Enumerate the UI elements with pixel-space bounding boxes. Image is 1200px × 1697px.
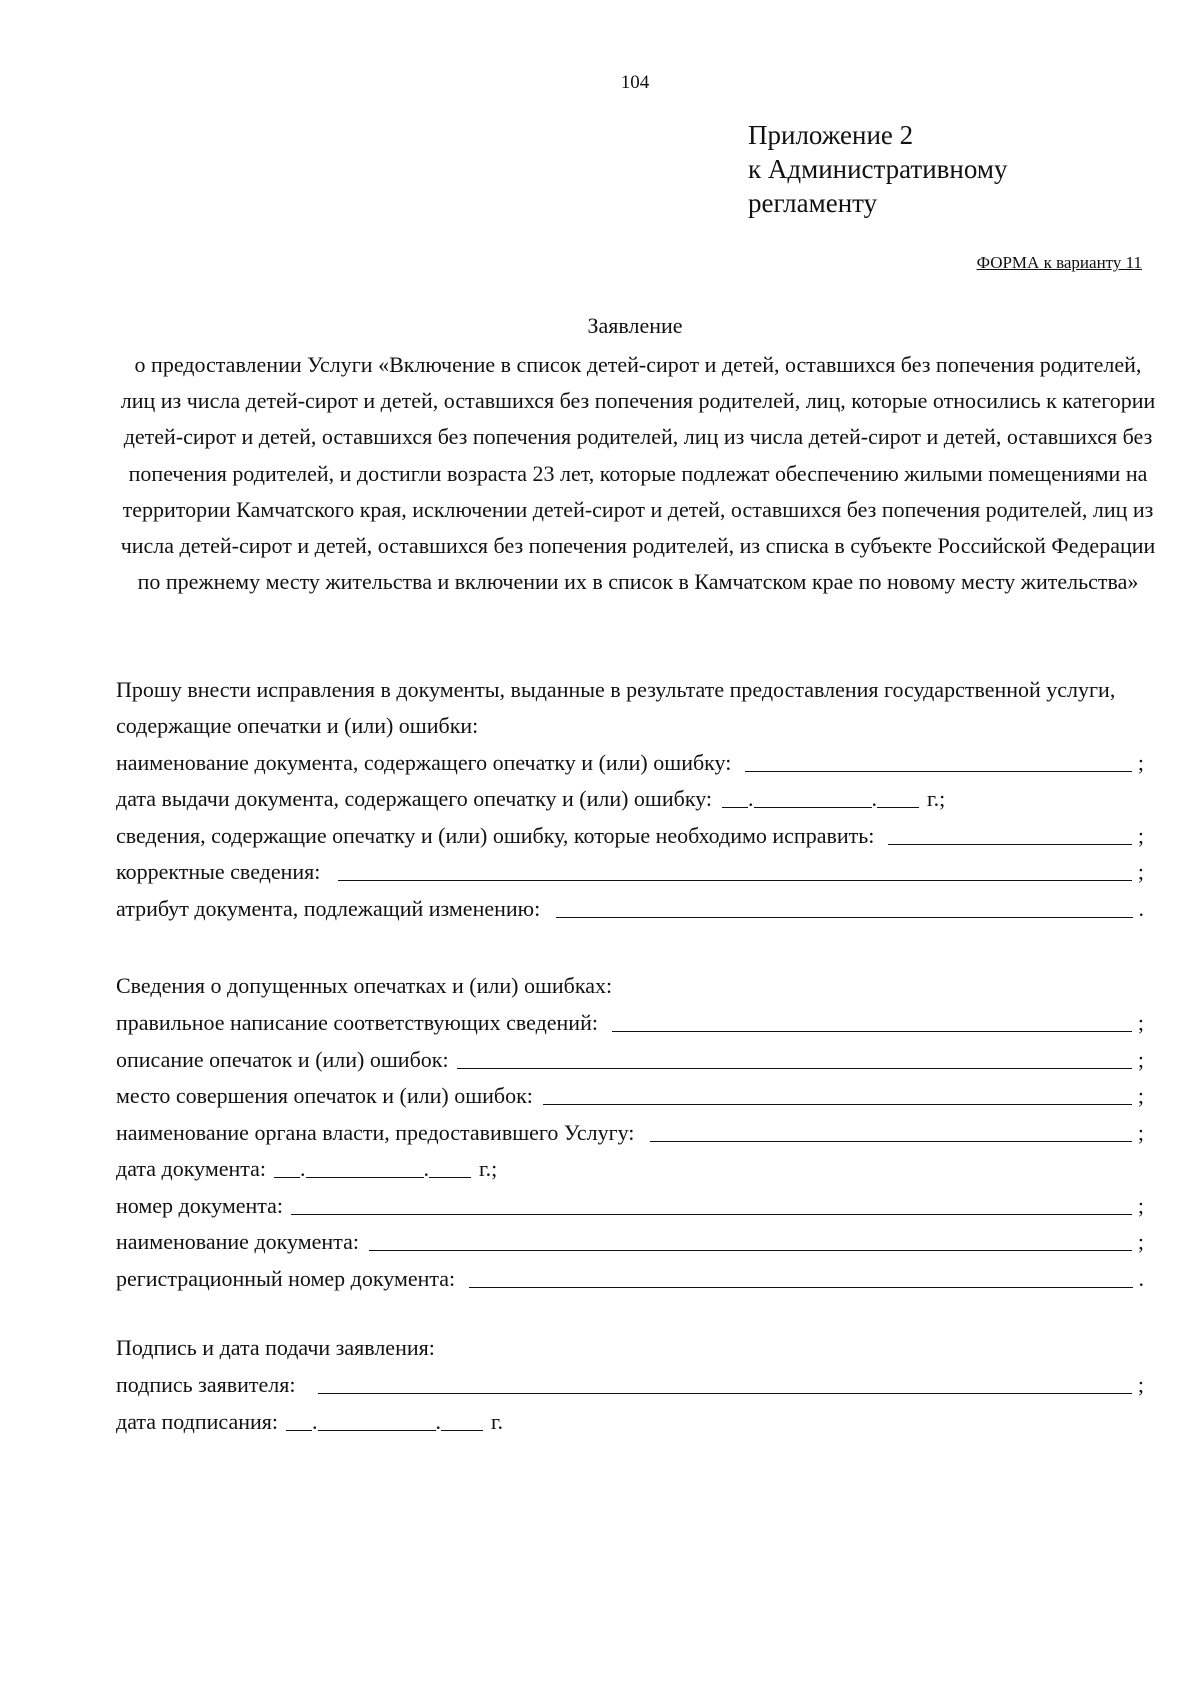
day-field[interactable] bbox=[722, 806, 748, 808]
dot: . bbox=[300, 1156, 306, 1181]
correct-info-label: корректные сведения: bbox=[116, 859, 321, 884]
description-label: описание опечаток и (или) ошибок: bbox=[116, 1046, 449, 1072]
authority-row bbox=[116, 1114, 1144, 1151]
error-info-field[interactable] bbox=[888, 843, 1131, 845]
year-suffix: г.; bbox=[479, 1156, 498, 1181]
page-number: 104 bbox=[620, 72, 650, 93]
dot: . bbox=[423, 1156, 430, 1181]
correct-info-row bbox=[116, 854, 1144, 891]
doc-name-row bbox=[116, 744, 1144, 781]
doc-name-field[interactable] bbox=[745, 770, 1132, 772]
appendix-line-1: Приложение 2 bbox=[748, 120, 914, 150]
doc-number-label: номер документа: bbox=[116, 1192, 284, 1218]
attribute-field[interactable] bbox=[556, 916, 1132, 918]
month-field[interactable] bbox=[754, 806, 872, 808]
error-doc-name-field[interactable] bbox=[369, 1249, 1132, 1251]
period: . bbox=[1138, 895, 1144, 921]
day-field[interactable] bbox=[286, 1429, 312, 1431]
attribute-row bbox=[116, 890, 1144, 927]
appendix-line-2: к Административному bbox=[748, 154, 1008, 184]
semicolon: ; bbox=[1137, 822, 1144, 848]
description-field[interactable] bbox=[457, 1067, 1132, 1069]
year-field[interactable] bbox=[441, 1429, 483, 1431]
doc-date-label: дата выдачи документа, содержащего опечатку и (или) ошибку: bbox=[116, 786, 713, 811]
authority-label: наименование органа власти, предоставившего Услугу: bbox=[116, 1119, 635, 1145]
doc-number-row bbox=[116, 1187, 1144, 1224]
place-field[interactable] bbox=[543, 1103, 1132, 1105]
doc-date-row bbox=[116, 781, 1144, 818]
place-row bbox=[116, 1078, 1144, 1115]
signature-heading: Подпись и дата подачи заявления: bbox=[116, 1335, 435, 1360]
correct-spelling-label: правильное написание соответствующих сведений: bbox=[116, 1010, 598, 1035]
request-intro: Прошу внести исправления в документы, выданные в результате предоставления государственной услуги, содержащие опечатки и (или) ошибки: bbox=[116, 677, 1116, 738]
request-section bbox=[116, 672, 1144, 927]
year-field[interactable] bbox=[429, 1176, 471, 1178]
description-row bbox=[116, 1041, 1144, 1078]
error-doc-date-row bbox=[116, 1151, 1144, 1188]
year-suffix: г.; bbox=[927, 786, 946, 811]
errors-section bbox=[116, 968, 1144, 1297]
signature-field[interactable] bbox=[318, 1392, 1132, 1394]
form-variant-label: ФОРМА к варианту 11 bbox=[976, 253, 1142, 272]
semicolon: ; bbox=[1137, 1046, 1144, 1072]
year-field[interactable] bbox=[877, 806, 919, 808]
document-subtitle: о предоставлении Услуги «Включение в список детей-сирот и детей, оставшихся без попечения родителей, лиц из числа детей-сирот и детей, оставшихся без попечения родителей, лиц, которые относились к категории детей-сирот и детей, оставшихся без попечения родителей, лиц из числа детей-сирот и детей, оставшихся без попечения родителей, и достигли возраста 23 лет, которые подлежат обеспечению жилыми помещениями на территории Камчатского края, исключении детей-сирот и детей, оставшихся без попечения родителей, лиц из числа детей-сирот и детей, оставшихся без попечения родителей, из списка в субъекте Российской Федерации по прежнему месту жительства и включении их в список в Камчатском крае по новому месту жительства» bbox=[120, 352, 1156, 595]
correct-spelling-row bbox=[116, 1005, 1144, 1042]
error-doc-name-row bbox=[116, 1224, 1144, 1261]
reg-number-field[interactable] bbox=[469, 1286, 1132, 1288]
semicolon: ; bbox=[1137, 1192, 1144, 1218]
doc-name-label: наименование документа, содержащего опечатку и (или) ошибку: bbox=[116, 749, 732, 775]
period: . bbox=[1138, 1265, 1144, 1291]
dot: . bbox=[748, 786, 754, 811]
signature-section bbox=[116, 1330, 1144, 1440]
attribute-label: атрибут документа, подлежащий изменению: bbox=[116, 895, 541, 921]
error-doc-date-label: дата документа: bbox=[116, 1156, 267, 1181]
dot: . bbox=[435, 1408, 441, 1434]
reg-number-row bbox=[116, 1260, 1144, 1297]
error-info-row bbox=[116, 817, 1144, 854]
document-title: Заявление bbox=[587, 313, 683, 338]
semicolon: ; bbox=[1137, 1010, 1144, 1035]
doc-number-field[interactable] bbox=[291, 1213, 1132, 1215]
signing-date-label: дата подписания: bbox=[116, 1408, 278, 1434]
semicolon: ; bbox=[1137, 859, 1144, 884]
appendix-line-3: регламенту bbox=[748, 188, 878, 218]
errors-heading: Сведения о допущенных опечатках и (или) ошибках: bbox=[116, 973, 613, 998]
semicolon: ; bbox=[1137, 1229, 1144, 1254]
appendix-header bbox=[748, 118, 1007, 220]
month-field[interactable] bbox=[306, 1176, 424, 1178]
semicolon: ; bbox=[1137, 1083, 1144, 1108]
signing-date-row bbox=[116, 1403, 1144, 1440]
reg-number-label: регистрационный номер документа: bbox=[116, 1265, 456, 1291]
authority-field[interactable] bbox=[650, 1140, 1131, 1142]
month-field[interactable] bbox=[318, 1429, 436, 1431]
year-suffix: г. bbox=[491, 1408, 504, 1434]
place-label: место совершения опечаток и (или) ошибок: bbox=[116, 1083, 533, 1108]
semicolon: ; bbox=[1137, 1372, 1144, 1397]
dot: . bbox=[871, 786, 878, 811]
correct-spelling-field[interactable] bbox=[612, 1030, 1132, 1032]
correct-info-field[interactable] bbox=[338, 879, 1131, 881]
day-field[interactable] bbox=[274, 1176, 300, 1178]
signature-row bbox=[116, 1367, 1144, 1404]
dot: . bbox=[312, 1408, 318, 1434]
semicolon: ; bbox=[1137, 1119, 1144, 1145]
signature-label: подпись заявителя: bbox=[116, 1372, 296, 1397]
semicolon: ; bbox=[1137, 749, 1144, 775]
error-doc-name-label: наименование документа: bbox=[116, 1229, 359, 1254]
error-info-label: сведения, содержащие опечатку и (или) ошибку, которые необходимо исправить: bbox=[116, 822, 875, 848]
